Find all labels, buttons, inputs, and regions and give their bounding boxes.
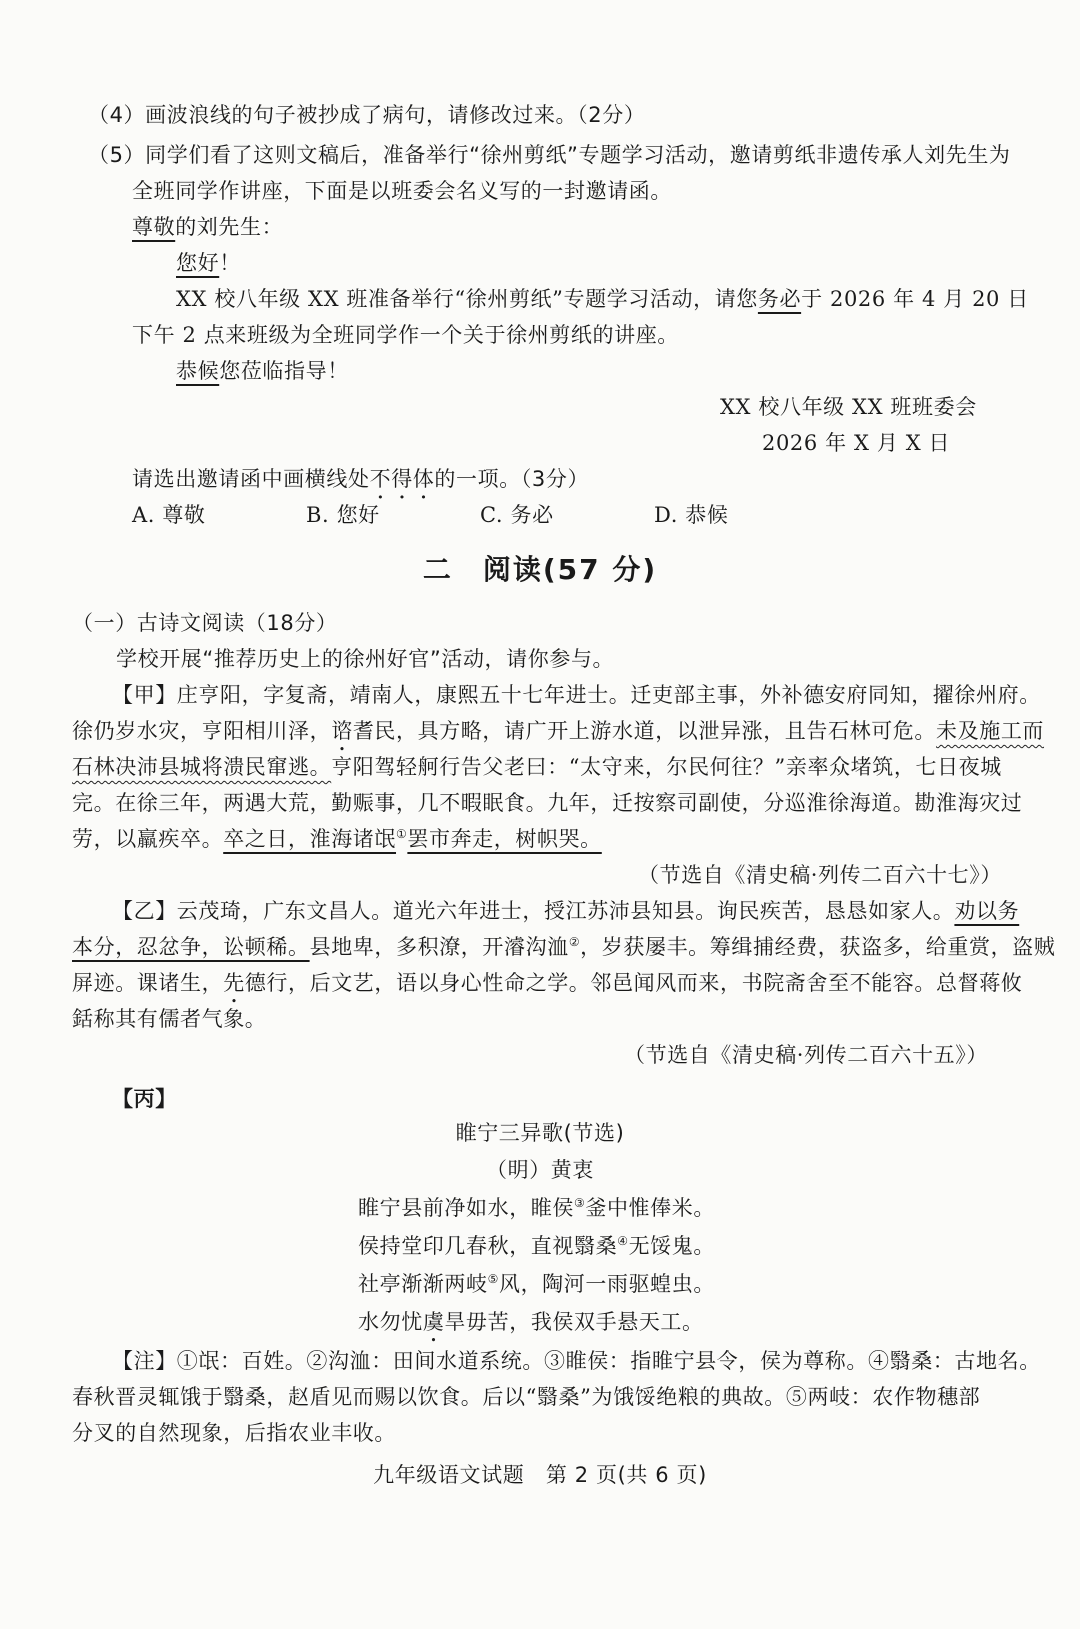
yi-l3-b: 德行，后文艺，语以身心性命之学。邻邑闻风而来，书院斋舍至不能容。总督蒋攸 xyxy=(244,971,1023,995)
underlined-sentence-yi-b: 本分，忍忿争，讼顿稀。 xyxy=(72,935,310,959)
yi-l2-c: ，岁获屡丰。筹缉捕经费，获盗多，给重赏，盗贼 xyxy=(580,935,1056,959)
poem-l1-a: 睢宁县前净如水，睢侯 xyxy=(358,1196,574,1220)
option-b[interactable]: B. 您好 xyxy=(306,503,380,527)
letter-body-line2: 下午 2 点来班级为全班同学作一个关于徐州剪纸的讲座。 xyxy=(132,323,679,347)
footnote-marker-4: ④ xyxy=(617,1234,629,1248)
prompt-part-a: 请选出邀请函中画横线处 xyxy=(132,467,370,491)
letter-hello xyxy=(176,248,241,278)
dotted-char-yu: 虞 xyxy=(422,1310,445,1334)
dotted-char-xian: 先 xyxy=(223,971,245,995)
passage-jia-line5 xyxy=(72,824,602,854)
letter-signature: XX 校八年级 XX 班班委会 xyxy=(720,395,977,419)
poem-line-1 xyxy=(358,1193,715,1223)
wavy-sentence-part1: 未及施工而 xyxy=(936,719,1045,743)
notes-line3: 分叉的自然现象，后指农业丰收。 xyxy=(72,1421,396,1445)
section-2-title: 二 阅读(57 分) xyxy=(422,553,658,586)
passage-jia-line1: 【甲】庄亨阳，字复斋，靖南人，康熙五十七年进士。迁吏部主事，外补德安府同知，擢徐州府。 xyxy=(112,683,1041,707)
option-c[interactable]: C. 务必 xyxy=(480,503,554,527)
poem-line-3 xyxy=(358,1269,715,1299)
poem-l4-a: 水勿忧 xyxy=(358,1310,423,1334)
passage-jia-line3 xyxy=(72,752,1002,782)
jia-l2-a: 徐仍岁水灾，亨阳相川泽， xyxy=(72,719,332,743)
poem-line-2 xyxy=(358,1231,715,1261)
question-5-line2: 全班同学作讲座，下面是以班委会名义写的一封邀请函。 xyxy=(132,179,672,203)
underlined-word-wubi: 务必 xyxy=(757,287,802,311)
closing-rest: 您莅临指导！ xyxy=(219,359,349,383)
dotted-word-budeti: 不得体 xyxy=(369,467,435,491)
letter-closing xyxy=(176,356,349,386)
footnote-marker-2: ② xyxy=(568,935,581,949)
poem-l2-b: 无馁鬼。 xyxy=(628,1234,715,1258)
poem-author: （明）黄衷 xyxy=(486,1158,594,1182)
passage-bing-label: 【丙】 xyxy=(112,1087,177,1111)
underlined-sentence-yi-a: 劝以务 xyxy=(954,899,1020,923)
notes-line2: 春秋晋灵辄饿于翳桑，赵盾见而赐以饮食。后以“翳桑”为饿馁绝粮的典故。⑤两岐：农作物穗部 xyxy=(72,1385,981,1409)
yi-l3-a: 屏迹。课诸生， xyxy=(72,971,224,995)
footnote-marker-5: ⑤ xyxy=(487,1272,499,1286)
underlined-sentence-jia-a: 卒之日，淮海诸氓 xyxy=(223,827,397,851)
poem-title: 睢宁三异歌(节选) xyxy=(455,1121,625,1145)
yi-l1-a: 【乙】云茂琦，广东文昌人。道光六年进士，授江苏沛县知县。询民疾苦，恳恳如家人。 xyxy=(112,899,955,923)
passage-yi-line3 xyxy=(72,968,1022,1008)
letter-body-line1 xyxy=(176,284,1029,314)
poem-l3-a: 社亭渐渐两岐 xyxy=(358,1272,488,1296)
passage-yi-line4: 銛称其有儒者气象。 xyxy=(72,1007,267,1031)
notes-line1: 【注】①氓：百姓。②沟洫：田间水道系统。③睢侯：指睢宁县令，侯为尊称。④翳桑：古地名。 xyxy=(112,1349,1041,1373)
letter-date: 2026 年 X 月 X 日 xyxy=(762,431,951,455)
passage-jia-line2 xyxy=(72,716,1044,756)
underlined-word-zunjing: 尊敬 xyxy=(132,215,176,239)
footnote-marker-1: ① xyxy=(396,827,408,841)
underlined-word-gonghou: 恭候 xyxy=(176,359,220,383)
wavy-sentence-part2: 石林决沛县城将溃民窜逃。 xyxy=(72,755,332,779)
dotted-char-zi: 谘 xyxy=(331,719,353,743)
body-part-a: XX 校八年级 XX 班准备举行“徐州剪纸”专题学习活动，请您 xyxy=(176,287,758,311)
poem-l4-b: 旱毋苦，我侯双手悬天工。 xyxy=(444,1310,704,1334)
poem-line-4 xyxy=(358,1307,704,1347)
poem-l2-a: 侯持堂印几春秋，直视翳桑 xyxy=(358,1234,618,1258)
page-footer: 九年级语文试题 第 2 页(共 6 页) xyxy=(373,1463,707,1487)
passage-yi-source: （节选自《清史稿·列传二百六十五》） xyxy=(624,1043,988,1067)
letter-salutation xyxy=(132,212,283,242)
option-d[interactable]: D. 恭候 xyxy=(654,503,729,527)
passage-yi-line1 xyxy=(112,896,1019,926)
question-5-prompt xyxy=(132,464,589,504)
jia-l3-b: 亨阳驾轻舸行告父老曰：“太守来，尔民何往？”亲率众堵筑，七日夜城 xyxy=(331,755,1002,779)
poem-l3-b: 风，陶河一雨驱蝗虫。 xyxy=(498,1272,715,1296)
underlined-sentence-jia-b: 罢市奔走，树帜哭。 xyxy=(407,827,602,851)
passage-yi-line2 xyxy=(72,932,1055,962)
yi-l2-b: 县地卑，多积潦，开濬沟洫 xyxy=(309,935,569,959)
jia-l5-a: 劳，以羸疾卒。 xyxy=(72,827,224,851)
jia-l2-b: 耆民，具方略，请广开上游水道，以泄异涨，且告石林可危。 xyxy=(352,719,937,743)
question-4: （4）画波浪线的句子被抄成了病句，请修改过来。（2分） xyxy=(88,103,646,127)
passage-jia-line4: 完。在徐三年，两遇大荒，勤赈事，几不暇眠食。九年，迁按察司副使，分巡淮徐海道。勘淮海灾过 xyxy=(72,791,1023,815)
body-part-b: 于 2026 年 4 月 20 日 xyxy=(801,287,1029,311)
option-a[interactable]: A. 尊敬 xyxy=(132,503,206,527)
salutation-rest: 的刘先生： xyxy=(175,215,284,239)
hello-rest: ！ xyxy=(219,251,241,275)
poem-l1-b: 釜中惟俸米。 xyxy=(585,1196,715,1220)
footnote-marker-3: ③ xyxy=(574,1196,586,1210)
question-5-line1: （5）同学们看了这则文稿后，准备举行“徐州剪纸”专题学习活动，邀请剪纸非遗传承人刘先生为 xyxy=(88,143,1011,167)
prompt-part-b: 的一项。（3分） xyxy=(434,467,590,491)
subsection-1-title: （一）古诗文阅读（18分） xyxy=(72,611,338,635)
subsection-1-intro: 学校开展“推荐历史上的徐州好官”活动，请你参与。 xyxy=(116,647,615,671)
passage-jia-source: （节选自《清史稿·列传二百六十七》） xyxy=(638,863,1002,887)
underlined-word-ninhao: 您好 xyxy=(176,251,220,275)
